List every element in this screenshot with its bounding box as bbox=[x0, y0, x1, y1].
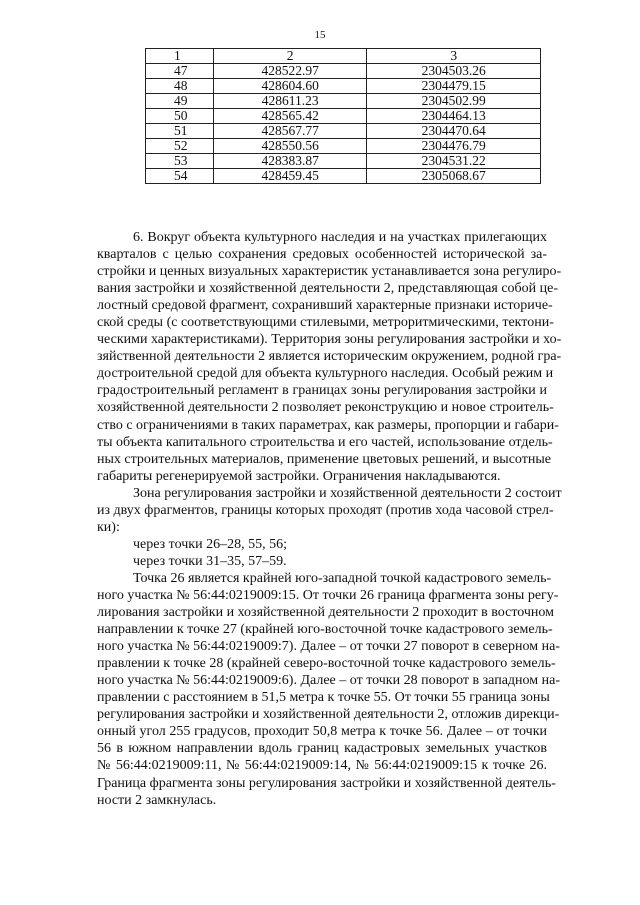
text-line: Граница фрагмента зоны регулирования застройки и хозяйственной деятель- bbox=[97, 775, 556, 791]
text-line: габариты регенерируемой застройки. Ограничения накладываются. bbox=[97, 468, 501, 484]
y-coordinate-cell: 2304470.64 bbox=[367, 124, 541, 139]
column-header-x: 2 bbox=[213, 49, 367, 64]
text-line: ты объекта капитального строительства и его частей, использование отдель- bbox=[97, 434, 553, 450]
table-body bbox=[146, 64, 541, 184]
text-line: вания застройки и хозяйственной деятельности 2, представляющая собой це- bbox=[97, 281, 559, 297]
text-line: кварталов с целью сохранения средовых особенностей исторической за- bbox=[97, 247, 547, 263]
text-line: ческими характеристиками). Территория зоны регулирования застройки и хо- bbox=[97, 332, 562, 348]
point-number-cell: 53 bbox=[146, 154, 214, 169]
x-coordinate-cell: 428459.45 bbox=[213, 169, 367, 184]
x-coordinate-cell: 428522.97 bbox=[213, 64, 367, 79]
text-line: направлении к точке 27 (крайней юго-восточной точке кадастрового земель- bbox=[97, 622, 553, 638]
table-row bbox=[146, 64, 541, 79]
column-header-point: 1 bbox=[146, 49, 214, 64]
text-line: лирования застройки и хозяйственной деятельности 2 проходит в восточном bbox=[97, 605, 555, 621]
text-line: ного участка № 56:44:0219009:7). Далее – от точки 27 поворот в северном на- bbox=[97, 639, 560, 655]
y-coordinate-cell: 2304531.22 bbox=[367, 154, 541, 169]
text-line: ного участка № 56:44:0219009:15. От точки 26 граница фрагмента зоны регу- bbox=[97, 587, 559, 603]
table-row bbox=[146, 154, 541, 169]
text-line: через точки 31–35, 57–59. bbox=[133, 553, 287, 569]
text-line: лостный средовой фрагмент, сохранивший характерные признаки историче- bbox=[97, 298, 553, 314]
y-coordinate-cell: 2305068.67 bbox=[367, 169, 541, 184]
x-coordinate-cell: 428565.42 bbox=[213, 109, 367, 124]
text-line: 56 в южном направлении вдоль границ кадастровых земельных участков bbox=[97, 741, 547, 757]
point-number-cell: 48 bbox=[146, 79, 214, 94]
table-row bbox=[146, 79, 541, 94]
point-number-cell: 52 bbox=[146, 139, 214, 154]
text-line: через точки 26–28, 55, 56; bbox=[133, 536, 287, 552]
point-number-cell: 49 bbox=[146, 94, 214, 109]
text-line: ных строительных материалов, применение цветовых решений, и высотные bbox=[97, 451, 551, 467]
x-coordinate-cell: 428567.77 bbox=[213, 124, 367, 139]
text-line: достроительной средой для объекта культурного наследия. Особый режим и bbox=[97, 366, 554, 382]
point-number-cell: 54 bbox=[146, 169, 214, 184]
x-coordinate-cell: 428550.56 bbox=[213, 139, 367, 154]
text-line: 6. Вокруг объекта культурного наследия и на участках прилегающих bbox=[133, 230, 547, 245]
text-line: ство с ограничениями в таких параметрах, как размеры, пропорции и габари- bbox=[97, 417, 559, 433]
table-row bbox=[146, 139, 541, 154]
text-line: ности 2 замкнулась. bbox=[97, 792, 217, 808]
point-number-cell: 51 bbox=[146, 124, 214, 139]
y-coordinate-cell: 2304479.15 bbox=[367, 79, 541, 94]
table-row bbox=[146, 124, 541, 139]
text-line: правлении с расстоянием в 51,5 метра к точке 55. От точки 55 граница зоны bbox=[97, 690, 550, 706]
point-number-cell: 47 bbox=[146, 64, 214, 79]
text-line: из двух фрагментов, границы которых проходят (против хода часовой стрел- bbox=[97, 502, 554, 518]
text-line: хозяйственной деятельности 2 позволяет реконструкцию и новое строитель- bbox=[97, 400, 554, 416]
column-header-y: 3 bbox=[367, 49, 541, 64]
table-row bbox=[146, 109, 541, 124]
x-coordinate-cell: 428604.60 bbox=[213, 79, 367, 94]
text-line: Точка 26 является крайней юго-западной точкой кадастрового земель- bbox=[133, 570, 552, 586]
text-line: стройки и ценных визуальных характеристик устанавливается зона регулиро- bbox=[97, 264, 562, 280]
text-line: Зона регулирования застройки и хозяйственной деятельности 2 состоит bbox=[133, 485, 562, 501]
text-line: онный угол 255 градусов, проходит 50,8 метра к точке 56. Далее – от точки bbox=[97, 724, 547, 740]
table-row bbox=[146, 169, 541, 184]
text-line: № 56:44:0219009:11, № 56:44:0219009:14, № 56:44:0219009:15 к точке 26. bbox=[97, 758, 547, 774]
text-line: регулирования застройки и хозяйственной деятельности 2, отложив дирекци- bbox=[97, 707, 560, 723]
text-line: зяйственной деятельности 2 является историческим окружением, родной гра- bbox=[97, 349, 562, 365]
table-header-row bbox=[146, 49, 541, 64]
x-coordinate-cell: 428383.87 bbox=[213, 154, 367, 169]
y-coordinate-cell: 2304476.79 bbox=[367, 139, 541, 154]
y-coordinate-cell: 2304503.26 bbox=[367, 64, 541, 79]
text-line: ки): bbox=[97, 519, 120, 535]
x-coordinate-cell: 428611.23 bbox=[213, 94, 367, 109]
text-line: ного участка № 56:44:0219009:6). Далее – от точки 28 поворот в западном на- bbox=[97, 673, 560, 689]
text-line: градостроительный регламент в границах зоны регулирования застройки и bbox=[97, 383, 547, 399]
page-number: 15 bbox=[314, 29, 326, 41]
coordinates-table bbox=[145, 48, 541, 184]
y-coordinate-cell: 2304464.13 bbox=[367, 109, 541, 124]
table-row bbox=[146, 94, 541, 109]
y-coordinate-cell: 2304502.99 bbox=[367, 94, 541, 109]
text-line: ской среды (с соответствующими стилевыми, метроритмическими, тектони- bbox=[97, 315, 554, 331]
point-number-cell: 50 bbox=[146, 109, 214, 124]
body-text bbox=[97, 229, 562, 809]
text-line: правлении к точке 28 (крайней северо-восточной точке кадастрового земель- bbox=[97, 656, 556, 672]
